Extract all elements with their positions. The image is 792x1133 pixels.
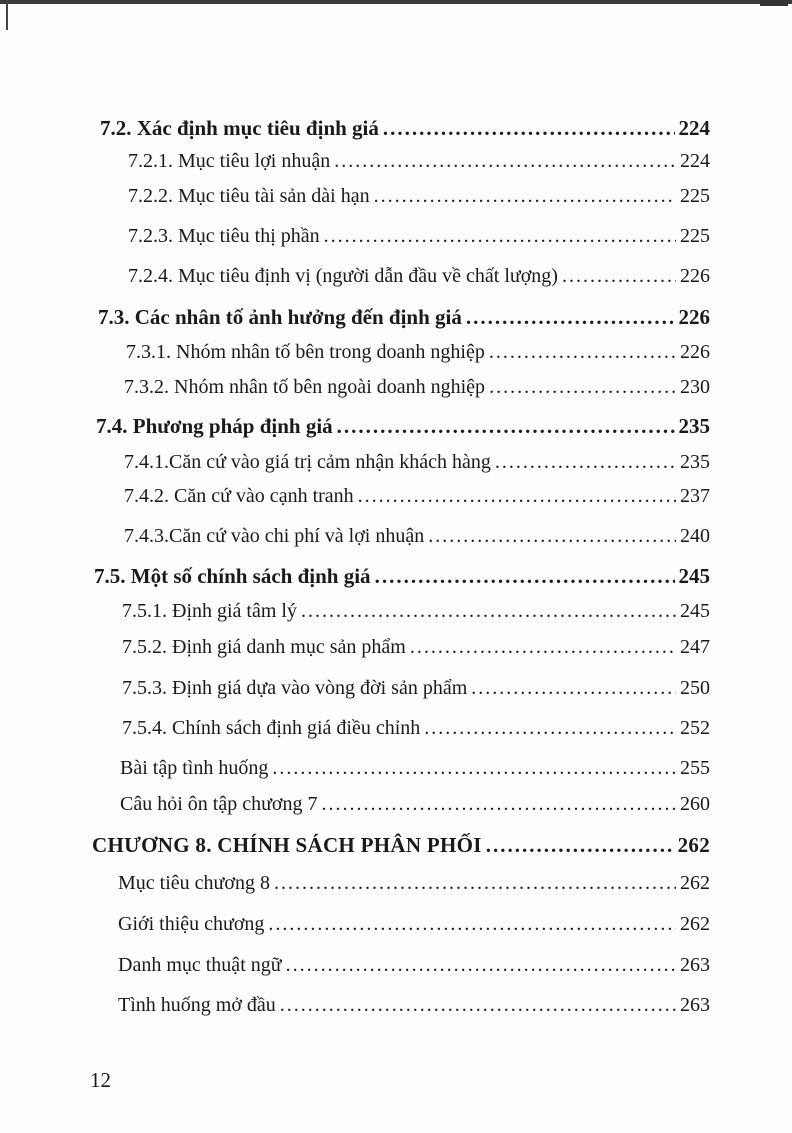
toc-leader — [410, 636, 676, 659]
toc-entry-7-2 — [100, 116, 710, 141]
toc-entry-page: 262 — [680, 872, 710, 894]
toc-entry-page: 255 — [680, 757, 710, 779]
toc-entry-title: Mục tiêu chương 8 — [118, 872, 270, 894]
toc-entry-7-3-1 — [126, 341, 710, 364]
toc-entry-title: 7.4.2. Căn cứ vào cạnh tranh — [124, 485, 354, 507]
toc-leader — [286, 954, 676, 977]
toc-leader — [334, 150, 676, 173]
toc-entry-page: 226 — [680, 265, 710, 287]
toc-entry-page: 226 — [678, 305, 710, 329]
toc-entry-page: 240 — [680, 525, 710, 547]
toc-leader — [358, 485, 676, 508]
toc-leader — [466, 305, 675, 330]
toc-entry-page: 247 — [680, 636, 710, 658]
toc-entry-page: 225 — [680, 225, 710, 247]
toc-entry-title: 7.2.1. Mục tiêu lợi nhuận — [128, 150, 331, 172]
toc-entry-7-5-2 — [122, 636, 710, 659]
toc-entry-title: 7.5.2. Định giá danh mục sản phẩm — [122, 636, 406, 658]
toc-entry-page: 262 — [680, 913, 710, 935]
toc-entry-7-2-4 — [128, 265, 710, 288]
toc-leader — [322, 793, 677, 816]
toc-entry-opening-case — [118, 994, 710, 1017]
toc-leader — [374, 185, 676, 208]
toc-entry-page: 226 — [680, 341, 710, 363]
toc-entry-title: Tình huống mở đầu — [118, 994, 276, 1016]
toc-entry-chapter-8 — [92, 833, 710, 858]
toc-entry-7-2-1 — [128, 150, 710, 173]
toc-entry-7-5-1 — [122, 600, 710, 623]
toc-entry-7-4-2 — [124, 485, 710, 508]
toc-entry-title: CHƯƠNG 8. CHÍNH SÁCH PHÂN PHỐI — [92, 833, 482, 857]
toc-entry-title: 7.2.2. Mục tiêu tài sản dài hạn — [128, 185, 370, 207]
toc-entry-7-4-1 — [124, 451, 710, 474]
toc-entry-7-5 — [94, 564, 710, 589]
toc-entry-title: 7.3.1. Nhóm nhân tố bên trong doanh nghiệp — [126, 341, 485, 363]
toc-entry-page: 263 — [680, 994, 710, 1016]
toc-leader — [272, 757, 676, 780]
toc-entry-page: 224 — [680, 150, 710, 172]
toc-leader — [486, 833, 674, 858]
toc-leader — [489, 341, 676, 364]
toc-leader — [337, 414, 675, 439]
toc-leader — [375, 564, 675, 589]
toc-leader — [274, 872, 676, 895]
toc-entry-title: 7.2.4. Mục tiêu định vị (người dẫn đầu về chất lượng) — [128, 265, 558, 287]
toc-entry-page: 235 — [678, 414, 710, 438]
toc-leader — [424, 717, 676, 740]
toc-leader — [471, 677, 676, 700]
toc-entry-page: 230 — [680, 376, 710, 398]
toc-entry-title: 7.5.4. Chính sách định giá điều chỉnh — [122, 717, 421, 739]
toc-entry-page: 263 — [680, 954, 710, 976]
toc-entry-page: 245 — [680, 600, 710, 622]
toc-entry-chapter-8-goals — [118, 872, 710, 895]
toc-entry-page: 225 — [680, 185, 710, 207]
toc-leader — [280, 994, 676, 1017]
toc-entry-7-3 — [98, 305, 710, 330]
toc-entry-7-5-4 — [122, 717, 710, 740]
toc-entry-title: 7.5.3. Định giá dựa vào vòng đời sản phẩm — [122, 677, 468, 699]
toc-leader — [495, 451, 676, 474]
toc-entry-7-2-3 — [128, 225, 710, 248]
toc-entry-7-2-2 — [128, 185, 710, 208]
toc-entry-7-4 — [96, 414, 710, 439]
toc-entry-page: 260 — [680, 793, 710, 815]
toc-entry-title: 7.5.1. Định giá tâm lý — [122, 600, 297, 622]
toc-entry-7-5-3 — [122, 677, 710, 700]
toc-entry-page: 250 — [680, 677, 710, 699]
toc-entry-page: 252 — [680, 717, 710, 739]
toc-entry-title: 7.3. Các nhân tố ảnh hưởng đến định giá — [98, 305, 462, 329]
toc-leader — [428, 525, 676, 548]
toc-leader — [324, 225, 676, 248]
page-number: 12 — [90, 1068, 111, 1092]
toc-entry-title: 7.4.1.Căn cứ vào giá trị cảm nhận khách hàng — [124, 451, 491, 473]
toc-leader — [489, 376, 676, 399]
toc-entry-title: 7.4.3.Căn cứ vào chi phí và lợi nhuận — [124, 525, 425, 547]
scan-edge-top — [0, 0, 792, 4]
toc-leader — [268, 913, 676, 936]
toc-entry-case-exercise — [120, 757, 710, 780]
toc-entry-7-4-3 — [124, 525, 710, 548]
toc-entry-title: Giới thiệu chương — [118, 913, 265, 935]
toc-entry-7-3-2 — [124, 376, 710, 399]
toc-entry-title: 7.3.2. Nhóm nhân tố bên ngoài doanh nghiệp — [124, 376, 486, 398]
toc-entry-review-questions — [120, 793, 710, 816]
toc-leader — [301, 600, 676, 623]
toc-leader — [383, 116, 675, 141]
toc-entry-glossary — [118, 954, 710, 977]
toc-entry-page: 245 — [678, 564, 710, 588]
toc-entry-page: 235 — [680, 451, 710, 473]
toc-entry-title: 7.5. Một số chính sách định giá — [94, 564, 371, 588]
toc-entry-title: Câu hỏi ôn tập chương 7 — [120, 793, 318, 815]
toc-entry-title: Bài tập tình huống — [120, 757, 269, 779]
scan-edge-left — [6, 0, 8, 30]
toc-entry-title: Danh mục thuật ngữ — [118, 954, 282, 976]
toc-entry-page: 262 — [677, 833, 710, 857]
toc-entry-title: 7.2. Xác định mục tiêu định giá — [100, 116, 379, 140]
toc-entry-page: 237 — [680, 485, 710, 507]
scan-edge-right — [760, 0, 788, 20]
toc-entry-page: 224 — [678, 116, 710, 140]
toc-leader — [562, 265, 676, 288]
toc-entry-title: 7.4. Phương pháp định giá — [96, 414, 333, 438]
toc-entry-chapter-intro — [118, 913, 710, 936]
toc-entry-title: 7.2.3. Mục tiêu thị phần — [128, 225, 320, 247]
